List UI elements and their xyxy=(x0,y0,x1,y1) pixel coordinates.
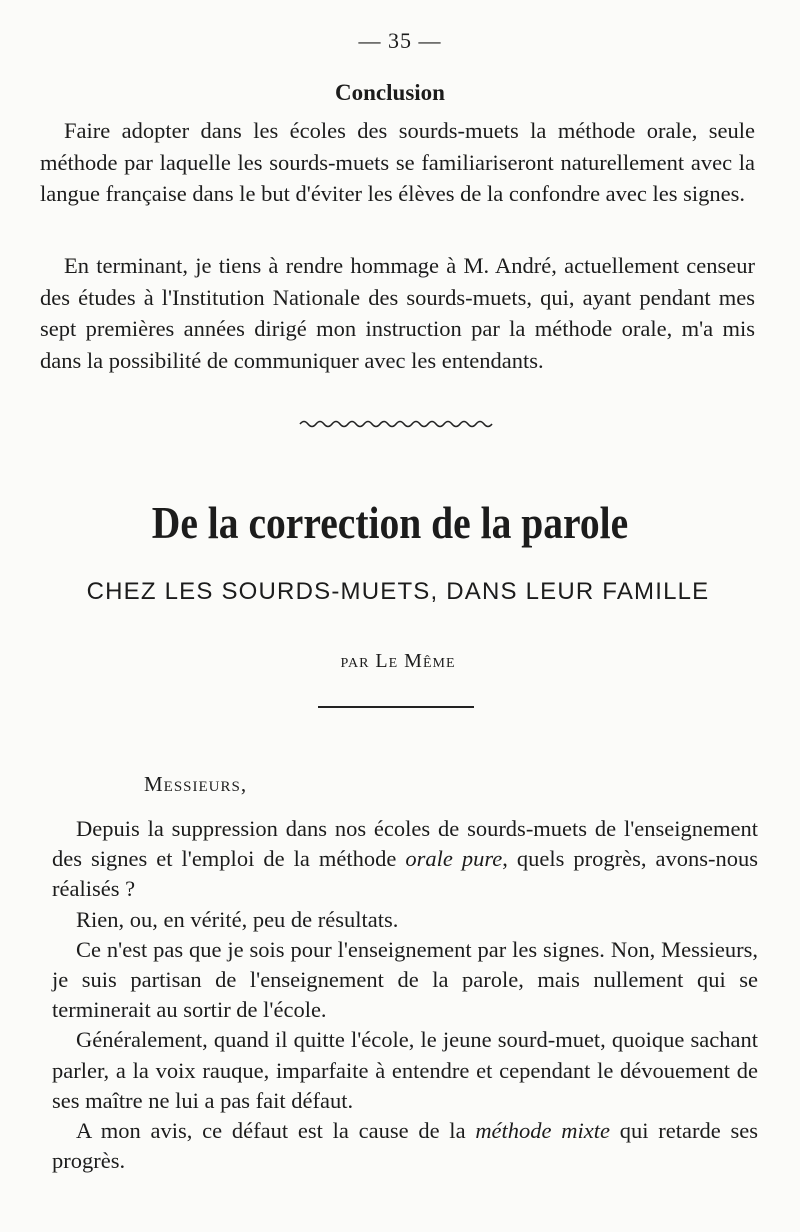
article-title: De la correction de la parole xyxy=(151,497,629,548)
page-number: — 35 — xyxy=(358,28,442,53)
title-rule xyxy=(318,706,474,708)
body-text: A mon avis, ce défaut est la cause de la xyxy=(76,1118,476,1144)
wavy-divider xyxy=(298,418,494,430)
body-text: , quels progrès, avons-nous réalisés ? xyxy=(52,846,759,902)
body-text: Depuis la suppression dans nos écoles de sourds-muets de l'enseignement des signes et l'emploi de la méthode xyxy=(52,816,758,872)
body-paragraph-1 xyxy=(52,814,758,905)
body-paragraph-4: Généralement, quand il quitte l'école, le jeune sourd-muet, quoique sachant parler, a la voix rauque, imparfaite à entendre et cependant le dévouement de ses maître ne lui a pas fait défaut. xyxy=(52,1027,758,1113)
article-byline: par Le Même xyxy=(340,650,456,672)
emphasis-text: méthode mixte xyxy=(475,1118,611,1144)
body-paragraph-5 xyxy=(52,1116,758,1176)
article-subtitle: CHEZ LES SOURDS-MUETS, DANS LEUR FAMILLE xyxy=(86,578,710,605)
salutation: Messieurs, xyxy=(144,772,248,796)
emphasis-text: orale pure xyxy=(405,846,503,872)
body-paragraph-2: Rien, ou, en vérité, peu de résultats. xyxy=(76,906,399,932)
body-text: qui retarde ses progrès. xyxy=(52,1118,758,1174)
body-paragraph-3: Ce n'est pas que je sois pour l'enseignement par les signes. Non, Messieurs, je suis partisan de l'enseignement de la parole, mais nullement qui se terminerait au sortir de l'école. xyxy=(52,936,758,1023)
conclusion-paragraph-1: Faire adopter dans les écoles des sourds-muets la méthode orale, seule méthode par laquelle les sourds-muets se familiariseront naturellement avec la langue française dans le but d'éviter les élèves de la confondre avec les signes. xyxy=(40,118,755,206)
conclusion-paragraph-2: En terminant, je tiens à rendre hommage à M. André, actuellement censeur des études à l'Institution Nationale des sourds-muets, qui, ayant pendant mes sept premières années dirigé mon instruction par la méthode orale, m'a mis dans la possibilité de communiquer avec les entendants. xyxy=(40,253,755,373)
section-title: Conclusion xyxy=(335,80,445,105)
article-body xyxy=(52,814,758,1176)
